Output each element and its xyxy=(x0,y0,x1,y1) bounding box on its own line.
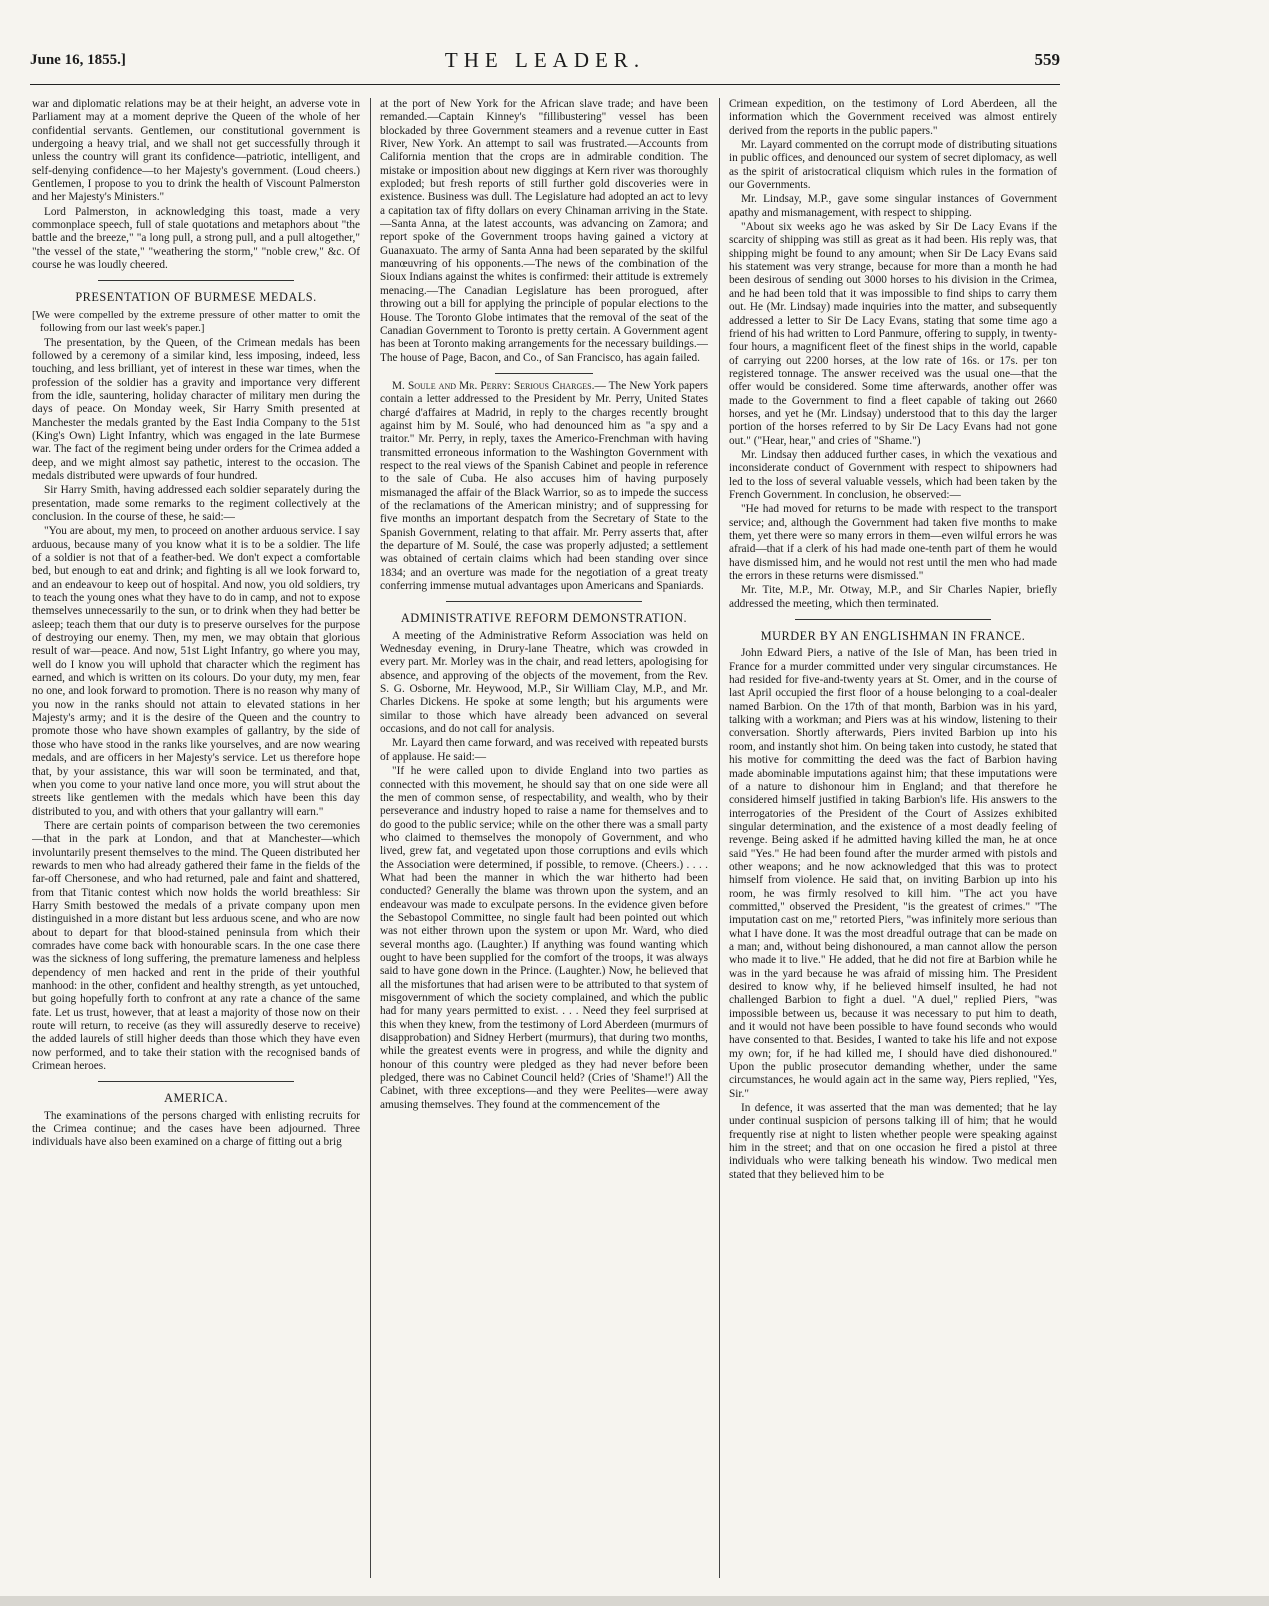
page-bottom-edge xyxy=(0,1596,1269,1606)
section-heading: AMERICA. xyxy=(164,1091,228,1106)
article-paragraph: In defence, it was asserted that the man was demented; that he lay under continual suspicion of persons talking ill of him; that he would frequently rise at night to listen whether people were speaking against him in the street; and that on one occasion he fired a pistol at three individuals who were talking beneath his window. Two medical men stated that they believed him to be xyxy=(729,1102,1057,1181)
paragraph-lead: M. Soule and Mr. Perry: Serious Charges.— xyxy=(392,379,606,392)
article-paragraph: The examinations of the persons charged with enlisting recruits for the Crimea continue; and the cases have been adjourned. Three individuals have also been examined on a charge of fitting out a brig xyxy=(32,1109,360,1149)
article-paragraph: There are certain points of comparison between the two ceremonies—that in the park at London, and that at Manchester—which involuntarily present themselves to the mind. The Queen distributed her rewards to men who had already gathered their fame in the fields of the far-off Chersonese, and who had returned, pale and faint and shattered, from that Titanic contest which now holds the world breathless: Sir Harry Smith bestowed the medals of a private company upon men distinguished in a more distant but less arduous scene, and who are now about to depart for that blood-stained peninsula from which their comrades have come back with honourable scars. In the one case there was the sickness of long suffering, the premature lameness and helpless dependency of men hacked and rent in the pride of their youthful manhood: in the other, confident and healthy strength, as yet untouched, but going hopefully forth to confront at any rate a chance of the same fate. Let us trust, however, that at least a majority of those now on their route will return, to receive (as they will assuredly deserve to receive) the added laurels of still higher deeds than those which they have even now performed, and to take their station with the recognised bands of Crimean heroes. xyxy=(32,819,360,1073)
issue-date: June 16, 1855.] xyxy=(30,52,126,68)
newspaper-title: THE LEADER. xyxy=(444,48,646,72)
article-paragraph: Lord Palmerston, in acknowledging this toast, made a very commonplace speech, full of stale quotations and metaphors about "the battle and the breeze," "a long pull, a strong pull, and a pull altogether," "the vessel of the state," "weathering the storm," "noble crew," &c. Of course he was loudly cheered. xyxy=(32,205,360,272)
article-paragraph: A meeting of the Administrative Reform Association was held on Wednesday evening, in Drury-lane Theatre, which was crowded in every part. Mr. Morley was in the chair, and read letters, apologising for absence, and approving of the objects of the movement, from the Rev. S. G. Osborne, Mr. Heywood, M.P., Sir William Clay, M.P., and Mr. Charles Dickens. He spoke at some length; but his arguments were similar to those which have already been advanced on several occasions, and do not call for analysis. xyxy=(380,629,708,736)
article-paragraph: Mr. Layard then came forward, and was received with repeated bursts of applause. He said:— xyxy=(380,737,708,763)
section-divider xyxy=(495,373,593,374)
article-paragraph: Mr. Tite, M.P., Mr. Otway, M.P., and Sir Charles Napier, briefly addressed the meeting, which then terminated. xyxy=(729,584,1057,610)
section-divider xyxy=(795,619,992,620)
section-divider xyxy=(98,280,295,281)
article-paragraph: war and diplomatic relations may be at their height, an adverse vote in Parliament may at a moment deprive the Queen of the whole of her confidential servants. Gentlemen, our constitutional government is undergoing a heavy trial, and we shall not get successfully through it unless the country will grant its confidence—patriotic, intelligent, and self-denying confidence—to her Majesty's government. (Loud cheers.) Gentlemen, I propose to you to drink the health of Viscount Palmerston and her Majesty's Ministers." xyxy=(32,98,360,204)
quoted-speech: "You are about, my men, to proceed on another arduous service. I say arduous, because many of you know what it is to be a soldier. The life of a soldier is not that of a feather-bed. We don't expect a comfortable bed, but enough to eat and drink; and fighting is all we look forward to, and an endeavour to keep out of hospital. And now, you old soldiers, try to teach the young ones what they have to do in camp, and not to expose themselves unnecessarily to the sun, or to drink when they had better be asleep; teach them that our duty is to preserve ourselves for the purpose of destroying our enemy. Then, my men, we may obtain that glorious result of war—peace. And now, 51st Light Infantry, go where you may, well do I know you will uphold that character which the regiment has earned, and which is written on its colours. Do your duty, my men, fear no one, and look forward to promotion. There is no reason why many of you now in the ranks should not attain to elevated stations in her Majesty's army; and it is the desire of the Queen and the country to promote those who have shown examples of gallantry, by the side of those who have stood in the ranks like yourselves, and are now wearing medals, and are officers in her Majesty's service. Let us therefore hope that, by your assistance, this war will soon be terminated, and that, when you come to your native land once more, you will strut about the streets like gentlemen with the medals which have been this day distributed to you, and with others that your gallantry will earn." xyxy=(32,525,360,818)
article-paragraph: John Edward Piers, a native of the Isle of Man, has been tried in France for a murder committed under very singular circumstances. He had resided for five-and-twenty years at St. Omer, and in the course of last April occupied the first floor of a house belonging to a coal-dealer named Barbion. On the 17th of that month, Barbion was in his yard, talking with a workman; and Piers was at his window, listening to their conversation. Shortly afterwards, Piers invited Barbion up into his room, and instantly shot him. On being taken into custody, he stated that his motive for committing the deed was the fact of Barbion having made abominable imputations against him; that these imputations were of a nature to dishonour him in England; and that therefore he considered himself justified in taking Barbion's life. His answers to the interrogatories of the President of the Court of Assizes exhibited singular determination, and the existence of a most deadly feeling of revenge. Being asked if he admitted having killed the man, he at once said "Yes." He had been found after the murder armed with pistols and other weapons; and he now acknowledged that this was to protect himself from violence. He said that, on inviting Barbion up into his room, he was firmly resolved to kill him. "The act you have committed," observed the President, "is the greatest of crimes." "The imputation cast on me," retorted Piers, "was infinitely more serious than what I have done. It was the most dreadful outrage that can be made on a man; and, without being dishonoured, a man cannot allow the person who made it to live." He added, that he did not fire at Barbion while he was in the yard because he was afraid of missing him. The President desired to know why, if he believed himself insulted, he had not challenged Barbion to fight a duel. "A duel," replied Piers, "was impossible between us, because it was necessary to put him to death, and it would not have been possible to have found seconds who would have consented to that. Besides, I wanted to take his life and not expose my own; for, if he had killed me, I should have died dishonoured." Upon the public prosecutor demanding whether, under the same circumstances, he would again act in the same way, Piers replied, "Yes, Sir." xyxy=(729,647,1057,1100)
page-number: 559 xyxy=(1034,50,1060,69)
section-divider xyxy=(98,1081,295,1082)
quoted-speech: "About six weeks ago he was asked by Sir De Lacy Evans if the scarcity of shipping was still as great as it had been. His reply was, that shipping might be found to any amount; when Sir De Lacy Evans said his statement was very strange, because for more than a month he had been desirous of sending out 3000 horses to his division in the Crimea, and he had been told that it was impossible to find ships to carry them out. He (Mr. Lindsay) made inquiries into the matter, and subsequently addressed a letter to Sir De Lacy Evans, stating that some time ago a friend of his had written to Lord Panmure, offering to supply, in twenty-four hours, a magnificent fleet of the finest ships in the world, capable of carrying out 2200 horses, at the low rate of 16s. or 17s. per ton registered tonnage. The answer received was the usual one—that the offer would be considered. Some time afterwards, another offer was made to the Government to find a fleet capable of taking out 2660 horses, and yet he (Mr. Lindsay) understood that to this day the larger portion of the horses referred to by Sir De Lacy Evans had not gone out." ("Hear, hear," and cries of "Shame.") xyxy=(729,221,1057,447)
article-paragraph: Sir Harry Smith, having addressed each soldier separately during the presentation, made some remarks to the regiment collectively at the conclusion. In the course of these, he said:— xyxy=(32,484,360,523)
quoted-speech: "He had moved for returns to be made with respect to the transport service; and, although the Government had taken five months to make them, yet there were so many errors in them—even wilful errors he was afraid—that if a clerk of his had made one-tenth part of them he would have dismissed him, and he would not rest until the men who had made the errors in these returns were dismissed." xyxy=(729,503,1057,583)
column-divider xyxy=(719,98,720,1578)
column-3 xyxy=(729,98,1057,1578)
column-1 xyxy=(32,98,360,1578)
editorial-note: [We were compelled by the extreme pressure of other matter to omit the following from our last week's paper.] xyxy=(32,308,360,335)
paragraph-text: The New York papers contain a letter addressed to the President by Mr. Perry, United States chargé d'affaires at Madrid, in reply to the charges recently brought against him by M. Soulé, who had denounced him as "a spy and a traitor." Mr. Perry, in reply, taxes the Americo-Frenchman with having transmitted erroneous information to the Washington Government with respect to the real views of the Spanish Cabinet and people in reference to the sale of Cuba. He also accuses him of having purposely mismanaged the affair of the Black Warrior, so as to impede the success of the reclamations of the American ministry; and of suppressing for five months an important despatch from the Secretary of State to the Spanish Government, relating to that affair. Mr. Perry asserts that, after the departure of M. Soulé, the case was properly adjusted; a settlement was obtained of certain claims which had been standing over since 1834; and an overture was made for the negotiation of a great treaty conferring immense mutual advantages upon Americans and Spaniards. xyxy=(380,379,708,593)
article-paragraph: at the port of New York for the African slave trade; and have been remanded.—Captain Kinney's "fillibustering" vessel has been blockaded by three Government steamers and a revenue cutter in East River, New York. An attempt to sail was frustrated.—Accounts from California mention that the crops are in admirable condition. The mistake or imposition about new diggings at Kern river was thoroughly exploded; but fresh reports of still further gold discoveries were in existence. Business was dull. The Legislature had adopted an act to levy a capitation tax of fifty dollars on every Chinaman arriving in the State.—Santa Anna, at the latest accounts, was advancing on Zamora; and report spoke of the Government troops having gained a victory at Guanaxuato. The army of Santa Anna had been separated by the skilful manœuvring of his opponents.—The news of the combination of the Sioux Indians against the whites is confirmed: their attitude is extremely menacing.—The Canadian Legislature has been prorogued, after throwing out a bill for applying the principle of popular elections to the House. The Toronto Globe intimates that the removal of the seat of the Canadian Government to Toronto is pretty certain. A Government agent has been at Toronto making arrangements for the necessary buildings.—The house of Page, Bacon, and Co., of San Francisco, has again failed. xyxy=(380,98,708,364)
article-paragraph: The presentation, by the Queen, of the Crimean medals has been followed by a ceremony of a similar kind, less imposing, indeed, less touching, and less brilliant, yet of interest in these war times, when the profession of the soldier has a gravity and importance very different from the idle, sauntering, holiday character of military men during the days of peace. On Monday week, Sir Harry Smith presented at Manchester the medals granted by the East India Company to the 51st (King's Own) Light Infantry, which was engaged in the late Burmese war. The fact of the regiment being under orders for the Crimea added a deep, and we might almost say pathetic, interest to the occasion. The medals distributed were upwards of four hundred. xyxy=(32,336,360,482)
quoted-speech: "If he were called upon to divide England into two parties as connected with this movement, he should say that on one side were all the men of common sense, of respectability, and wealth, who by their perseverance and industry hoped to raise a name for themselves and to do good to the public service; while on the other there was a small party who claimed to themselves the monopoly of Government, and who lived, grew fat, and vegetated upon those corruptions and evils which the Association were determined, if possible, to remove. (Cheers.) . . . . What had been the manner in which the war hitherto had been conducted? Generally the blame was thrown upon the system, and an endeavour was made to exculpate persons. In the evidence given before the Sebastopol Committee, no single fault had been pointed out which was not either thrown upon the system or upon Mr. Ward, who died several months ago. (Laughter.) If anything was found wanting which ought to have been supplied for the comfort of the troops, it was always said to have gone down in the Prince. (Laughter.) Now, he believed that all the misfortunes that had arisen were to be attributed to that system of misgovernment of which the society complained, and which the public had for many years permitted to exist. . . . Need they feel surprised at this when they knew, from the testimony of Lord Aberdeen (murmurs of disapprobation) and Sidney Herbert (murmurs), that during two months, while the greatest events were in progress, and while the dignity and honour of this country were pledged as they had never before been pledged, there was no Cabinet Council held? (Cries of 'Shame!') All the Cabinet, with three exceptions—and they were Peelites—were away amusing themselves. They found at the commencement of the xyxy=(380,765,708,1111)
header-rule xyxy=(30,84,1060,85)
article-paragraph xyxy=(380,380,708,594)
article-paragraph: Mr. Layard commented on the corrupt mode of distributing situations in public offices, and denounced our system of secret diplomacy, as well as the spirit of aristocratical cliquism which rules in the formation of our Governments. xyxy=(729,139,1057,192)
section-divider xyxy=(446,601,643,602)
section-heading: ADMINISTRATIVE REFORM DEMONSTRATION. xyxy=(400,611,688,626)
column-2 xyxy=(380,98,708,1578)
article-paragraph: Mr. Lindsay, M.P., gave some singular instances of Government apathy and mismanagement, with respect to shipping. xyxy=(729,193,1057,219)
section-heading: MURDER BY AN ENGLISHMAN IN FRANCE. xyxy=(760,629,1026,644)
masthead xyxy=(30,40,1060,80)
section-heading: PRESENTATION OF BURMESE MEDALS. xyxy=(75,290,317,305)
article-paragraph: Crimean expedition, on the testimony of Lord Aberdeen, all the information which the Government received was almost entirely derived from the reports in the public papers." xyxy=(729,98,1057,137)
column-divider xyxy=(370,98,371,1578)
article-paragraph: Mr. Lindsay then adduced further cases, in which the vexatious and inconsiderate conduct of Government with respect to shipowners had led to the loss of several valuable vessels, which had been taken by the French Government. In conclusion, he observed:— xyxy=(729,448,1057,501)
